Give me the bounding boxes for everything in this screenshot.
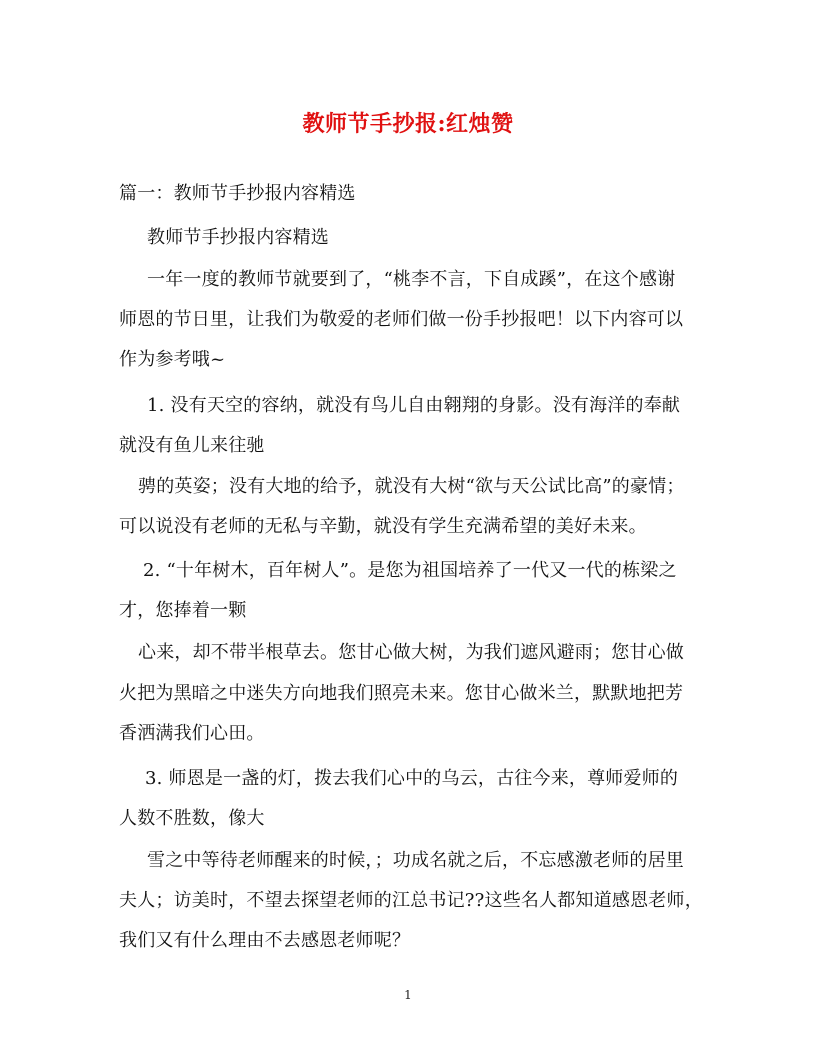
body-line: 一年一度的教师节就要到了，“桃李不言，下自成蹊”，在这个感谢 <box>147 269 676 290</box>
body-line: 人数不胜数，像大 <box>119 808 265 829</box>
body-line: 才，您捧着一颗 <box>119 600 247 621</box>
body-line: 就没有鱼儿来往驰 <box>119 435 265 456</box>
section-heading: 篇一：教师节手抄报内容精选 <box>119 183 356 204</box>
body-line: 雪之中等待老师醒来的时候，；功成名就之后，不忘感激老师的居里 <box>147 850 684 871</box>
subheading: 教师节手抄报内容精选 <box>147 227 329 248</box>
document-title: 教师节手抄报:红烛赞 <box>302 111 514 137</box>
body-line: 香洒满我们心田。 <box>119 723 265 744</box>
body-line: 火把为黑暗之中迷失方向地我们照亮未来。您甘心做米兰，默默地把芳 <box>119 683 684 704</box>
body-line: 心来，却不带半根草去。您甘心做大树，为我们遮风避雨；您甘心做 <box>138 642 684 663</box>
body-line: 2. “十年树木，百年树人”。是您为祖国培养了一代又一代的栋梁之 <box>143 560 677 581</box>
body-line: 骋的英姿；没有大地的给予，就没有大树“欲与天公试比高”的豪情； <box>138 476 685 497</box>
page-number: 1 <box>404 988 412 1002</box>
body-line: 可以说没有老师的无私与辛勤，就没有学生充满希望的美好未来。 <box>119 516 647 537</box>
body-line: 作为参考哦~ <box>119 349 226 370</box>
body-line: 我们又有什么理由不去感恩老师呢？ <box>119 930 411 951</box>
body-line: 3. 师恩是一盏的灯，拨去我们心中的乌云，古往今来，尊师爱师的 <box>145 768 679 789</box>
body-line: 1. 没有天空的容纳，就没有鸟儿自由翱翔的身影。没有海洋的奉献 <box>147 395 681 416</box>
body-line: 师恩的节日里，让我们为敬爱的老师们做一份手抄报吧！以下内容可以 <box>119 309 684 330</box>
body-line: 夫人；访美时，不望去探望老师的江总书记??这些名人都知道感恩老师， <box>119 890 703 911</box>
